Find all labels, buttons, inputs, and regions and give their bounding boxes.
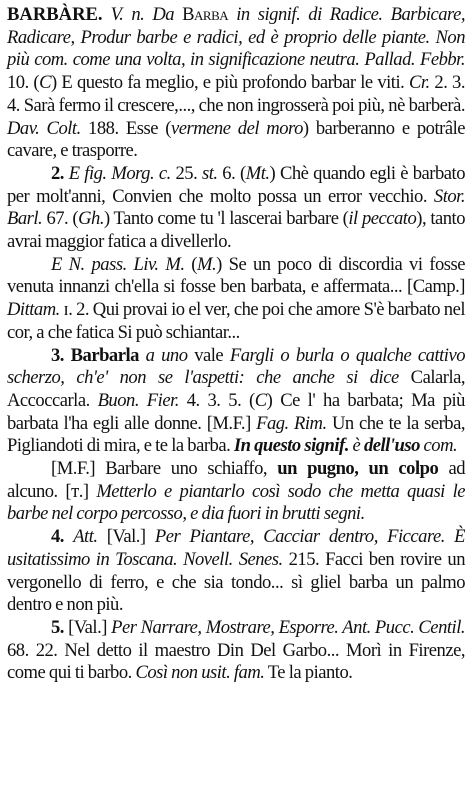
text-run: è: [348, 435, 364, 457]
text-run: in signif. di Radice. Barbicare, Radicare, Produr barbe e radici, ed è proprio delle piante. Non più com. come una volta, in significazione neutra.: [7, 4, 465, 71]
text-run: Dittam.: [7, 299, 60, 321]
text-run: 67. (: [42, 208, 79, 230]
text-run: ) Tanto come tu 'l lascerai barbare (: [103, 208, 349, 230]
text-run: Buon. Fier.: [97, 389, 179, 411]
text-run: M.: [196, 253, 217, 275]
text-run: Gh.: [78, 208, 104, 230]
text-run: Fag. Rim.: [256, 412, 327, 434]
text-run: Un che te la serba, Pigliandoti di mira, e te la barba.: [7, 412, 465, 457]
text-run: 10. (: [7, 72, 40, 94]
text-run: ) Ce l' ha barbata; Ma più barbata l'ha egli alle donne. [M.F.]: [7, 389, 465, 434]
sense-main-text: [7, 4, 465, 161]
text-run: Per Narrare, Mostrare, Esporre. Ant. Pucc. Centil.: [111, 616, 466, 638]
text-run: 25.: [170, 162, 202, 184]
text-run: Pallad. Febbr.: [364, 49, 466, 71]
text-run: Cr.: [408, 72, 430, 94]
text-run: Così non usit. fam.: [135, 662, 265, 684]
text-run: dell'uso: [363, 435, 420, 457]
text-run: vale: [194, 344, 224, 366]
text-run: ad alcuno. [ᴛ.]: [7, 458, 465, 502]
text-run: 2. 3. 4. Sarà fermo il crescere,..., che non ingrosserà poi più, nè barberà.: [7, 72, 465, 116]
text-run: 3. Barbarla: [51, 344, 139, 366]
text-run: ɪ. 2. Qui provai io el ver, che poi che amore S'è barbato nel cor, a che fatica Si può schiantar...: [7, 299, 465, 343]
text-run: 188. Esse (: [80, 117, 171, 139]
text-run: ) barberanno e potrâle cavare, e trasporre.: [7, 117, 465, 162]
text-run: [M.F.] Barbare uno schiaffo,: [51, 458, 278, 480]
text-run: Att.: [73, 526, 98, 548]
text-run: ), tanto avrai maggior fatica a divellerlo.: [7, 208, 466, 253]
text-run: un pugno, un colpo: [277, 458, 439, 480]
text-run: il peccato: [348, 208, 417, 230]
text-run: com.: [419, 435, 458, 457]
text-run: C: [254, 389, 267, 411]
entry-sense-4: [7, 526, 465, 617]
text-run: ) E questo fa meglio, e più profondo barbar le viti.: [51, 72, 409, 94]
entry-sense-2: [7, 163, 465, 254]
text-run: Mt.: [245, 162, 270, 184]
text-run: [103, 4, 111, 25]
text-run: Fargli o burla o qualche cattivo scherzo, ch'e' non se l'aspetti: che anche si dice: [7, 344, 466, 389]
text-run: Stor. Barl.: [7, 185, 465, 230]
entry-sense-3: [7, 345, 465, 459]
headword: BARBÀRE.: [7, 4, 103, 25]
text-run: Dav. Colt.: [7, 117, 81, 139]
text-run: ) Chè quando egli è barbato per molt'anni, Convien che molto possa un error vecchio.: [7, 162, 466, 207]
text-run: 4. 3. 5. (: [178, 389, 255, 411]
text-run: 5.: [51, 616, 69, 638]
text-run: 215. Facci ben rovire un vergonello di ferro, e che sia tondo... sì gliel barba un palmo dentro e non più.: [7, 548, 465, 616]
entry-sense-5: [7, 617, 465, 685]
text-run: In questo signif.: [233, 435, 349, 457]
entry-sense-3-extension: [7, 458, 465, 526]
text-run: st.: [202, 162, 218, 184]
text-run: E N. pass. Liv. M.: [51, 253, 185, 275]
text-run: ) Se un poco di discordia vi fosse venuta innanzi ch'ella si fosse ben barbata, e affermata... [Camp.]: [7, 253, 466, 298]
text-run: vermene del moro: [171, 117, 303, 139]
text-run: 4.: [51, 526, 74, 548]
text-run: [Val.]: [97, 526, 155, 548]
text-run: a uno: [138, 344, 195, 366]
text-run: 2.: [51, 162, 69, 184]
text-run: (: [184, 253, 197, 275]
entry-sense-main: [7, 4, 465, 163]
text-run: 6. (: [217, 162, 246, 184]
text-run: V. n. Da: [110, 4, 183, 25]
text-run: Te la pianto.: [264, 662, 353, 684]
entry-sense-2-passive: [7, 254, 465, 345]
text-run: C: [39, 72, 52, 94]
text-run: Metterlo e piantarlo così sodo che metta quasi le barbe nel corpo percosso, e dia fuori in brutti segni.: [7, 480, 465, 525]
text-run: Barba: [182, 4, 229, 25]
text-run: Per Piantare, Cacciar dentro, Ficcare. È usitatissimo in Toscana. Novell. Senes.: [7, 526, 466, 570]
text-run: [Val.]: [68, 616, 112, 638]
text-run: E fig. Morg. c.: [68, 162, 171, 184]
text-run: 68. 22. Nel detto il maestro Din Del Garbo... Morì in Firenze, come qui ti barbo.: [7, 639, 465, 684]
text-run: Calarla, Accoccarla.: [7, 367, 466, 411]
